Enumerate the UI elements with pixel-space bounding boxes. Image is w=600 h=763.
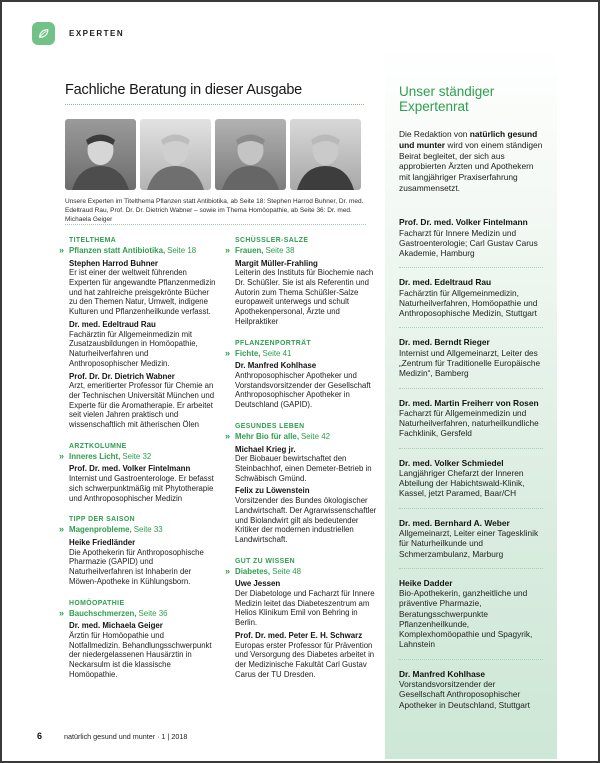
expert-name: Michael Krieg jr. [235, 444, 296, 454]
chevron-right-icon: » [225, 565, 231, 576]
page-ref: Seite 48 [272, 566, 302, 576]
section-kicker: TITELTHEMA [69, 237, 117, 244]
expert-desc: Arzt, emeritierter Professor für Chemie an der Technischen Universität München und Experte für die Aromatherapie. Er arbeitet seit vielen Jahren praktisch und wissenschaftlich mit ätherischen Ölen [69, 381, 215, 430]
sidebar-expert [399, 277, 543, 318]
expert-photos [65, 119, 361, 190]
expert-name: Stephen Harrod Buhner [69, 258, 158, 268]
expert-desc: Langjähriger Chefarzt der Inneren Abteilung der Habichtswald-Klinik, Kassel, jetzt Paramed, Baar/CH [399, 467, 525, 499]
sidebar-divider [399, 659, 543, 660]
sidebar-divider [399, 327, 543, 328]
section [225, 557, 377, 680]
topic-label: Diabetes, [235, 566, 271, 576]
expert-desc: Facharzt für Innere Medizin und Gastroenterologie; Carl Gustav Carus Akademie, Hamburg [399, 227, 538, 259]
expert-desc: Europas erster Professor für Prävention und Versorgung des Diabetes arbeitet in der Medizinische Fakultät Carl Gustav Carus der TU Dresden. [235, 640, 375, 679]
topic-line [59, 524, 217, 535]
issue-label: natürlich gesund und munter · 1 | 2018 [64, 732, 188, 741]
section-kicker: GUT ZU WISSEN [235, 557, 295, 565]
expert-name: Prof. Dr. Dr. Dietrich Wabner [69, 371, 175, 381]
topic-line [59, 245, 217, 256]
leaf-icon [32, 22, 55, 45]
chevron-right-icon: » [225, 347, 231, 358]
sidebar-intro [399, 129, 543, 193]
text-column [59, 237, 217, 693]
expert-name: Prof. Dr. med. Volker Fintelmann [69, 464, 191, 474]
expert-name: Heike Dadder [399, 577, 453, 588]
expert-name: Dr. med. Volker Schmiedel [399, 457, 504, 468]
chevron-right-icon: » [59, 524, 65, 535]
expert-desc: Facharzt für Allgemeinmedizin und Naturheilverfahren, naturheilkundliche Fachklinik, Gersfeld [399, 407, 539, 439]
sidebar-divider [399, 448, 543, 449]
expert-desc: Allgemeinarzt, Leiter einer Tagesklinik für Naturheilkunde und Schmerzambulanz, Marburg [399, 527, 539, 559]
expert-name: Dr. med. Edeltraud Rau [69, 319, 156, 329]
chevron-right-icon: » [225, 245, 231, 255]
section [59, 599, 217, 680]
expert-name: Dr. med. Michaela Geiger [69, 621, 163, 631]
sidebar-divider [399, 388, 543, 389]
expert-desc: Internist und Allgemeinarzt, Leiter des „Zentrum für Traditionelle Europäische Medizin“, Bamberg [399, 347, 541, 379]
expert-photo [290, 119, 361, 190]
page-ref: Seite 36 [138, 608, 168, 618]
expert-desc: Internist und Gastroenterologe. Er befasst sich schwerpunktmäßig mit Phytotherapie und Anthroposophischer Medizin [69, 474, 214, 503]
section [225, 339, 377, 410]
expert-desc: Vorsitzender des Bundes ökologischer Landwirtschaft. Der Agrarwissenschaftler und Biolandwirt gilt als bedeutender Kritiker der modernen industriellen Landwirtschaft. [235, 496, 377, 544]
topic-label: Inneres Licht, [69, 451, 121, 461]
section [59, 516, 217, 586]
expert-columns [59, 237, 377, 693]
chevron-right-icon: » [59, 245, 65, 255]
topic-line [225, 347, 377, 359]
topic-line [225, 245, 377, 256]
topic-line [225, 565, 377, 577]
section [225, 237, 377, 327]
sidebar-intro-pre: Die Redaktion von [399, 129, 470, 140]
expert-photo [65, 119, 136, 190]
sidebar-expert [399, 578, 543, 650]
expert-name: Heike Friedländer [69, 537, 136, 547]
topic-line [59, 607, 217, 619]
sidebar-panel [385, 44, 557, 759]
expert-photo [215, 119, 286, 190]
sidebar-title: Unser ständiger Expertenrat [399, 84, 495, 115]
section-kicker: SCHÜSSLER-SALZE [235, 237, 309, 244]
section-kicker: HOMÖOPATHIE [69, 599, 125, 607]
expert-name: Dr. med. Martin Freiherr von Rosen [399, 397, 539, 408]
expert-desc: Der Biobauer bewirtschaftet den Steinbachhof, einen Demeter-Betrieb in Schwäbisch Gmünd. [235, 454, 372, 483]
expert-name: Dr. Manfred Kohlhase [235, 361, 317, 371]
title-underline [65, 104, 364, 105]
section [225, 422, 377, 545]
section [59, 442, 217, 503]
page-footer [37, 731, 187, 741]
topic-label: Frauen, [235, 246, 264, 255]
page-ref: Seite 33 [133, 525, 163, 535]
expert-name: Prof. Dr. med. Peter E. H. Schwarz [235, 630, 363, 640]
topic-label: Mehr Bio für alle, [235, 431, 300, 441]
sidebar-expert [399, 669, 543, 710]
page-ref: Seite 18 [167, 246, 197, 255]
page-ref: Seite 32 [122, 451, 152, 461]
section-kicker: TIPP DER SAISON [69, 516, 135, 524]
section-kicker: PFLANZENPORTRÄT [235, 339, 312, 347]
expert-name: Margit Müller-Frahling [235, 258, 318, 268]
expert-name: Dr. med. Bernhard A. Weber [399, 517, 510, 528]
sidebar-expert [399, 458, 543, 499]
page-number: 6 [37, 731, 43, 741]
expert-desc: Vorstandsvorsitzender der Gesellschaft Anthroposophischer Apotheker in Deutschland, Stuttgart [399, 679, 530, 710]
expert-name: Dr. Manfred Kohlhase [399, 668, 486, 679]
sidebar-expert [399, 217, 543, 258]
topic-label: Fichte, [235, 348, 261, 358]
chevron-right-icon: » [225, 430, 231, 441]
topic-line [225, 430, 377, 442]
expert-desc: Fachärztin für Allgemeinmedizin, Naturheilverfahren, Homöopathie und Anthroposophische Medizin, Stuttgart [399, 287, 538, 319]
expert-desc: Fachärztin für Allgemeinmedizin mit Zusatzausbildungen in Homöopathie, Naturheilverfahren und Anthroposophischer Medizin. [69, 329, 198, 368]
page-title: Fachliche Beratung in dieser Ausgabe [65, 82, 303, 98]
expert-desc: Leiterin des Instituts für Biochemie nach Dr. Schüßler. Sie ist als Referentin und Autorin zum Thema Schüßler-Salze europaweit unterwegs und schult Apothekenpersonal, Ärzte und Heilpraktiker [235, 268, 374, 326]
sidebar-expert [399, 398, 543, 439]
section-kicker: ARZTKOLUMNE [69, 442, 127, 450]
expert-desc: Bio-Apothekerin, ganzheitliche und präventive Pharmazie, Beratungsschwerpunkte Pflanzenheilkunde, Komplexhomöopathie und Spagyrik, Lahnstein [399, 588, 533, 650]
photo-caption: Unsere Experten im Titelthema Pflanzen statt Antibiotika, ab Seite 18: Stephen Harrod Buhner, Dr. med. Edeltraud Rau, Prof. Dr. Dr. Dietrich Wabner – sowie im Thema Homöopathie, ab Seite 36: Dr. med. Michaela Geiger [65, 198, 364, 223]
expert-name: Felix zu Löwenstein [235, 486, 310, 496]
expert-desc: Der Diabetologe und Facharzt für Innere Medizin leitet das Diabeteszentrum am Helios Klinikum Emil von Behring in Berlin. [235, 588, 375, 628]
expert-name: Dr. med. Berndt Rieger [399, 337, 490, 348]
topic-label: Magenprobleme, [69, 525, 132, 535]
topic-label: Pflanzen statt Antibiotika, [69, 246, 166, 255]
chevron-right-icon: » [59, 450, 65, 461]
page-ref: Seite 38 [265, 246, 295, 255]
expert-name: Prof. Dr. med. Volker Fintelmann [399, 217, 528, 228]
page-ref: Seite 41 [262, 348, 292, 358]
expert-desc: Ärztin für Homöopathie und Notfallmedizin. Behandlungsschwerpunkt der niedergelassenen Hausärztin in Neckarsulm ist die klassische Homöopathie. [69, 630, 212, 679]
sidebar-divider [399, 508, 543, 509]
expert-desc: Er ist einer der weltweit führenden Experten für angewandte Pflanzenmedizin und hat zahlreiche preisgekrönte Bücher zu den Themen Natur, Umwelt, indigene Kulturen und Pflanzenheilkunde verfasst. [69, 268, 216, 317]
sidebar-expert [399, 337, 543, 378]
sidebar-expert [399, 518, 543, 559]
sidebar-divider [399, 267, 543, 268]
sidebar-intro-post: wird von einem ständigen Beirat begleitet, der sich aus approbierten Ärzten und Apothekern mit langjähriger Praxiserfahrung zusammensetzt. [399, 139, 543, 193]
chevron-right-icon: » [59, 607, 65, 618]
brand-bar [32, 22, 124, 45]
page-ref: Seite 42 [301, 431, 330, 441]
sidebar-expert-list [399, 217, 543, 710]
text-column [225, 237, 377, 693]
expert-desc: Die Apothekerin für Anthroposophische Pharmazie (GAPID) und Naturheilverfahren ist Inhaberin der Möwen-Apotheke in Kühlungsborn. [69, 547, 204, 586]
section-divider [65, 224, 366, 225]
section-kicker: GESUNDES LEBEN [235, 422, 305, 430]
topic-label: Bauchschmerzen, [69, 608, 137, 618]
expert-desc: Anthroposophischer Apotheker und Vorstandsvorsitzender der Gesellschaft Anthroposophischer Apotheker in Deutschland (GAPID). [235, 370, 371, 410]
expert-photo [140, 119, 211, 190]
page-kicker: EXPERTEN [69, 29, 125, 38]
expert-name: Dr. med. Edeltraud Rau [399, 277, 492, 288]
topic-line [59, 450, 217, 462]
sidebar-divider [399, 568, 543, 569]
magazine-name: natürlich gesund und munter [399, 129, 538, 150]
section [59, 237, 217, 430]
expert-name: Uwe Jessen [235, 579, 281, 589]
